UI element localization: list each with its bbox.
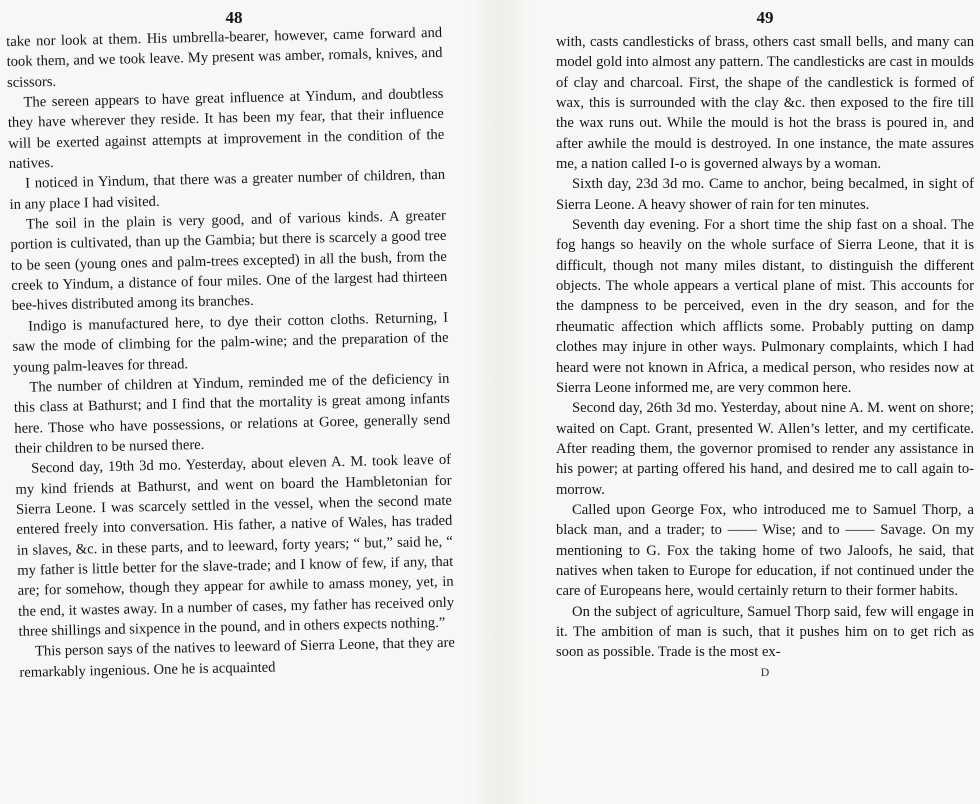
paragraph: The soil in the plain is very good, and of various kinds. A greater portion is cultivated, than up the Gambia; but there is scarcely a good tree to be seen (young ones and palm-trees excepted) in all the bush, from the creek to Yindum, a distance of four miles. One of the largest had thirteen bee-hives distributed among its branches. [10, 207, 448, 315]
paragraph: Seventh day evening. For a short time the ship fast on a shoal. The fog hangs so heavily on the whole surface of Sierra Leone, that it is difficult, though not many miles distant, to distinguish the different objects. The whole appears a vertical plane of mist. This accounts for the dampness to be perceived, even in the dry season, and for the rheumatic affection which afflicts some. Probably putting on damp clothes may injure in other ways. Pulmonary complaints, which I had heard were not known in Africa, a medical person, who resides now at Sierra Leone informed me, are very common here. [556, 217, 974, 396]
paragraph: Sixth day, 23d 3d mo. Came to anchor, being becalmed, in sight of Sierra Leone. A heavy shower of rain for ten minutes. [556, 176, 974, 213]
signature-mark: D [760, 664, 770, 679]
paragraph: Indigo is manufactured here, to dye their cotton cloths. Returning, I saw the mode of climbing for the palm-wine; and the preparation of the young palm-leaves for thread. [12, 309, 449, 376]
left-page [0, 0, 470, 804]
paragraph: Called upon George Fox, who introduced me to Samuel Thorp, a black man, and a trader; to —— Wise; and to —— Savage. On my mentioning to G. Fox the taking home of two Jaloofs, he said, that natives when taken to Europe for education, if not continued under the care of Europeans here, would certainly return to their former habits. [556, 501, 974, 600]
paragraph: On the subject of agriculture, Samuel Thorp said, few will engage in it. The ambition of man is such, that it pushes him on to get rich as soon as possible. Trade is the most ex- [556, 603, 974, 661]
paragraph: I noticed in Yindum, that there was a greater number of children, than in any place I had visited. [9, 167, 446, 213]
book-gutter [470, 0, 530, 804]
paragraph: with, casts candlesticks of brass, others cast small bells, and many can model gold into almost any pattern. The candlesticks are cast in moulds of clay and charcoal. First, the shape of the candlestick is formed of wax, this is surrounded with the clay &c. then exposed to the fire till the wax runs out. While the mould is hot the brass is poured in, and after awhile the mould is destroyed. In one instance, the mate assures me, a nation called I-o is governed always by a woman. [556, 34, 974, 173]
paragraph: The number of children at Yindum, reminded me of the deficiency in this class at Bathurst; and I find that the mortality is great among infants here. Those who have possessions, or relations at Goree, generally send their children to be nursed there. [13, 370, 451, 457]
paragraph: take nor look at them. His umbrella-bearer, however, came forward and took them, and we took leave. My present was amber, romals, knives, and scissors. [6, 24, 443, 91]
right-page [530, 0, 980, 804]
page-number: 48 [225, 8, 243, 27]
page-text [556, 32, 974, 663]
paragraph: This person says of the natives to leeward of Sierra Leone, that they are remarkably ingenious. One he is acquainted [19, 635, 456, 681]
paragraph: Second day, 19th 3d mo. Yesterday, about eleven A. M. took leave of my kind friends at Bathurst, and went on board the Hambletonian for Sierra Leone. I was scarcely settled in the vessel, when the second mate entered freely into conversation. His father, a native of Wales, has traded in slaves, &c. in these parts, and to leeward, forty years; “ but,” said he, “ my father is little better for the slave-trade; and I know of few, if any, that are; for somehow, though they appear for awhile to amass money, yet, in the end, it wastes away. In a number of cases, my father has received only three shillings and sixpence in the pound, and in others expects nothing.” [15, 451, 455, 640]
page-text [6, 23, 456, 683]
page-number: 49 [756, 8, 774, 27]
paragraph: The sereen appears to have great influence at Yindum, and doubtless they have wherever they reside. It has been my fear, that their influence will be exerted against attempts at improvement in the condition of the natives. [7, 85, 445, 173]
paragraph: Second day, 26th 3d mo. Yesterday, about nine A. M. went on shore; waited on Capt. Grant, presented W. Allen’s letter, and my certificate. After reading them, the governor promised to render any assistance in his power; at parting offered his hand, and desired me to call again to-morrow. [556, 400, 974, 498]
